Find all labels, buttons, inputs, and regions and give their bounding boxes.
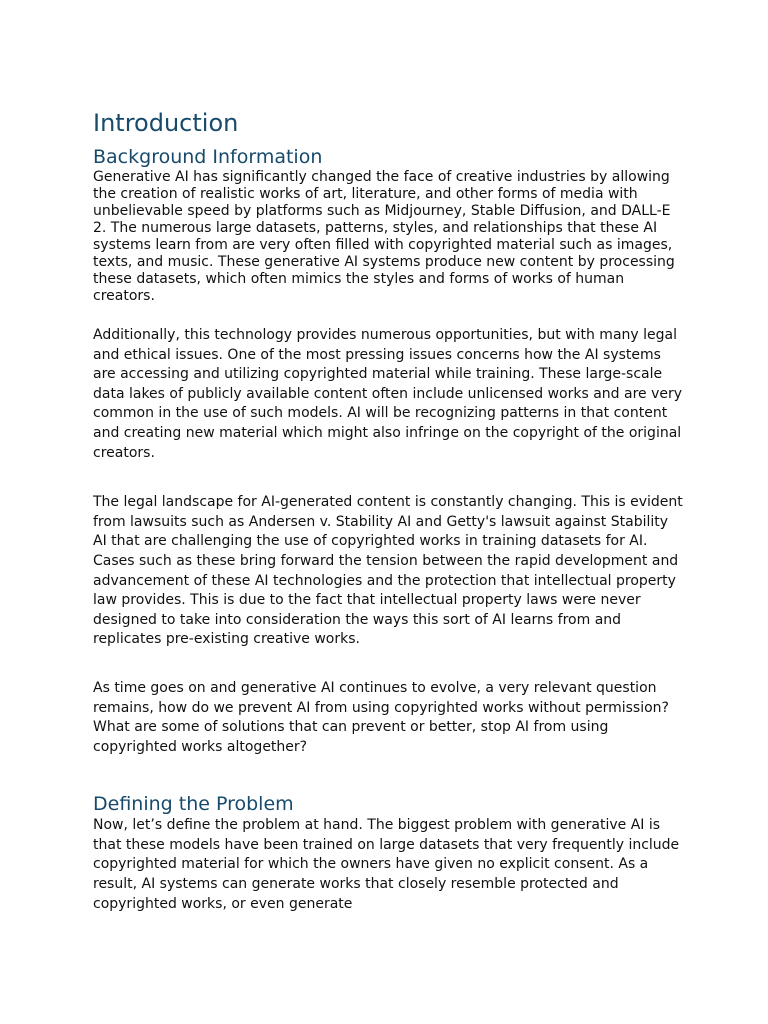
paragraph-background-2: Additionally, this technology provides numerous opportunities, but with many legal and ethical issues. One of the most pressing issues concerns how the AI systems are accessing and utilizing copyrighted material while training. These large-scale data lakes of publicly available content often include unlicensed works and are very common in the use of such models. AI will be recognizing patterns in that content and creating new material which might also infringe on the copyright of the original creators. <box>93 327 683 461</box>
page-title: Introduction <box>93 109 239 137</box>
section-heading-defining-problem: Defining the Problem <box>93 793 294 816</box>
section-heading-background: Background Information <box>93 146 323 168</box>
paragraph-background-3: The legal landscape for AI-generated content is constantly changing. This is evident from lawsuits such as Andersen v. Stability AI and Getty's lawsuit against Stability AI that are challenging the use of copyrighted works in training datasets for AI. Cases such as these bring forward the tension between the rapid development and advancement of these AI technologies and the protection that intellectual property law provides. This is due to the fact that intellectual property laws were never designed to take into consideration the ways this sort of AI learns from and replicates pre-existing creative works. <box>93 494 683 648</box>
paragraph-background-1: Generative AI has significantly changed the face of creative industries by allowing the creation of realistic works of art, literature, and other forms of media with unbelievable speed by platforms such as Midjourney, Stable Diffusion, and DALL-E 2. The numerous large datasets, patterns, styles, and relationships that these AI systems learn from are very often filled with copyrighted material such as images, texts, and music. These generative AI systems produce new content by processing these datasets, which often mimics the styles and forms of works of human creators. <box>93 169 675 304</box>
paragraph-problem-1: Now, let’s define the problem at hand. The biggest problem with generative AI is that these models have been trained on large datasets that very frequently include copyrighted material for which the owners have given no explicit consent. As a result, AI systems can generate works that closely resemble protected and copyrighted works, or even generate <box>93 817 680 912</box>
paragraph-background-4: As time goes on and generative AI continues to evolve, a very relevant question remains, how do we prevent AI from using copyrighted works without permission? What are some of solutions that can prevent or better, stop AI from using copyrighted works altogether? <box>93 679 669 755</box>
document-page <box>93 106 683 914</box>
